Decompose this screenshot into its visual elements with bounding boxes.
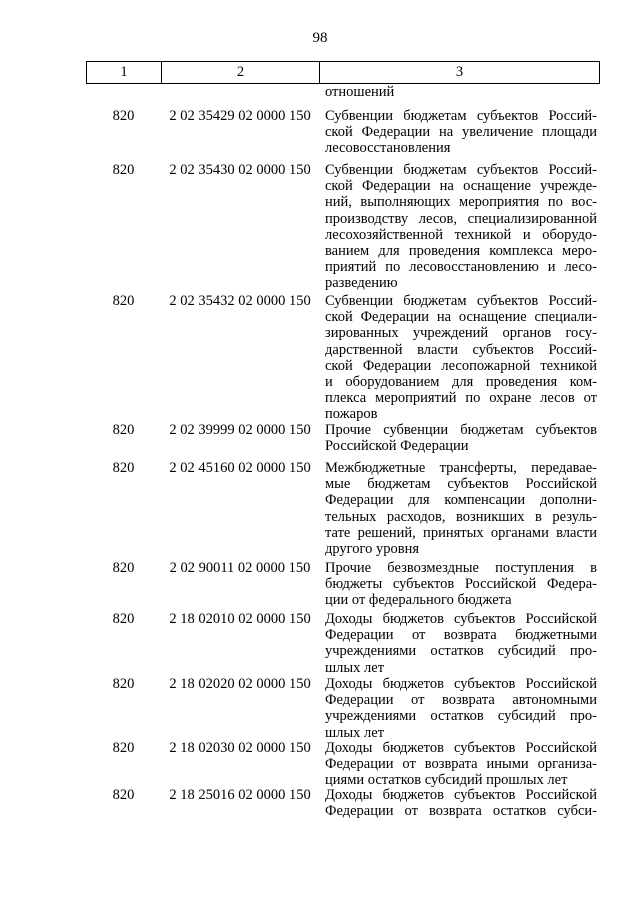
description-line: учреждениями остатков субсидий про- [325, 708, 597, 725]
income-description [325, 460, 597, 557]
description-line: лесовосстановления [325, 140, 451, 157]
description-line: Федерации для компенсации дополни- [325, 492, 597, 509]
description-line: Субвенции бюджетам субъектов Россий- [325, 162, 597, 178]
budget-code: 2 18 02030 02 0000 150 [169, 740, 311, 756]
description-line: Доходы бюджетов субъектов Российской [325, 740, 597, 756]
description-line: Федерации от возврата иными организа- [325, 756, 597, 773]
budget-code: 2 02 35430 02 0000 150 [169, 162, 311, 178]
description-line: и оборудованием для проведения ком- [325, 374, 597, 391]
budget-code: 2 02 90011 02 0000 150 [169, 560, 311, 576]
description-line: производству лесов, специализированной [325, 210, 597, 227]
description-line: шлых лет [325, 659, 385, 676]
description-line: мые бюджетам субъектов Российской [325, 476, 597, 493]
continuation-text: отношений [325, 84, 395, 100]
description-line: ской Федерации на оснащение специали- [325, 309, 597, 326]
income-description [325, 676, 597, 741]
description-line: ний, выполняющих мероприятия по вос- [325, 194, 597, 211]
description-line: ванием для проведения комплекса меро- [325, 243, 597, 260]
description-line: циями остатков субсидий прошлых лет [325, 772, 568, 789]
income-description [325, 560, 597, 609]
description-line: Федерации от возврата бюджетными [325, 627, 597, 644]
budget-code: 2 02 35432 02 0000 150 [169, 293, 311, 309]
description-line: Доходы бюджетов субъектов Российской [325, 787, 597, 803]
income-description [325, 422, 597, 454]
income-description [325, 293, 597, 423]
header-col-1: 1 [87, 62, 162, 83]
description-line: зированных учреждений органов госу- [325, 325, 597, 342]
admin-code: 820 [112, 676, 135, 692]
budget-code: 2 02 35429 02 0000 150 [169, 108, 311, 124]
admin-code: 820 [112, 787, 135, 803]
description-line: Доходы бюджетов субъектов Российской [325, 676, 597, 692]
description-line: ской Федерации на оснащение учрежде- [325, 178, 597, 195]
description-line: Прочие субвенции бюджетам субъектов [325, 422, 597, 438]
description-line: шлых лет [325, 724, 385, 741]
description-line: Межбюджетные трансферты, передавае- [325, 460, 597, 476]
description-line: Доходы бюджетов субъектов Российской [325, 611, 597, 627]
admin-code: 820 [112, 422, 135, 438]
budget-code: 2 02 39999 02 0000 150 [169, 422, 311, 438]
income-description [325, 611, 597, 676]
admin-code: 820 [112, 560, 135, 576]
description-line: Российской Федерации [325, 438, 469, 455]
budget-code: 2 18 25016 02 0000 150 [169, 787, 311, 803]
description-line: тельных расходов, возникших в резуль- [325, 508, 597, 525]
description-line: бюджеты субъектов Российской Федера- [325, 576, 597, 593]
budget-code: 2 02 45160 02 0000 150 [169, 460, 311, 476]
description-line: ции от федерального бюджета [325, 592, 512, 609]
description-line: Субвенции бюджетам субъектов Россий- [325, 293, 597, 309]
income-description [325, 787, 597, 819]
admin-code: 820 [112, 611, 135, 627]
header-col-3: 3 [455, 64, 464, 80]
admin-code: 820 [112, 460, 135, 476]
description-line: лесохозяйственной техникой и оборудо- [325, 226, 597, 243]
budget-code: 2 18 02010 02 0000 150 [169, 611, 311, 627]
admin-code: 820 [112, 740, 135, 756]
description-line: тате решений, принятых органами власти [325, 524, 597, 541]
description-line: ской Федерации лесопожарной техникой [325, 357, 597, 374]
description-line: разведению [325, 275, 398, 292]
admin-code: 820 [112, 293, 135, 309]
description-line: другого уровня [325, 541, 420, 558]
description-line: Федерации от возврата остатков субси- [325, 803, 597, 820]
description-line: дарственной власти субъектов Россий- [325, 341, 597, 358]
page-number: 98 [312, 30, 328, 46]
header-col-2: 2 [162, 62, 320, 83]
description-line: Прочие безвозмездные поступления в [325, 560, 597, 576]
description-line: пожаров [325, 406, 378, 423]
admin-code: 820 [112, 108, 135, 124]
description-line: приятий по лесовосстановлению и лесо- [325, 259, 597, 276]
description-line: плекса мероприятий по охране лесов от [325, 390, 597, 407]
table-header [86, 61, 600, 84]
income-description [325, 740, 597, 789]
description-line: ской Федерации на увеличение площади [325, 124, 597, 141]
budget-code: 2 18 02020 02 0000 150 [169, 676, 311, 692]
admin-code: 820 [112, 162, 135, 178]
description-line: Федерации от возврата автономными [325, 692, 597, 709]
description-line: учреждениями остатков субсидий про- [325, 643, 597, 660]
income-description [325, 162, 597, 292]
income-description [325, 108, 597, 157]
description-line: Субвенции бюджетам субъектов Россий- [325, 108, 597, 124]
